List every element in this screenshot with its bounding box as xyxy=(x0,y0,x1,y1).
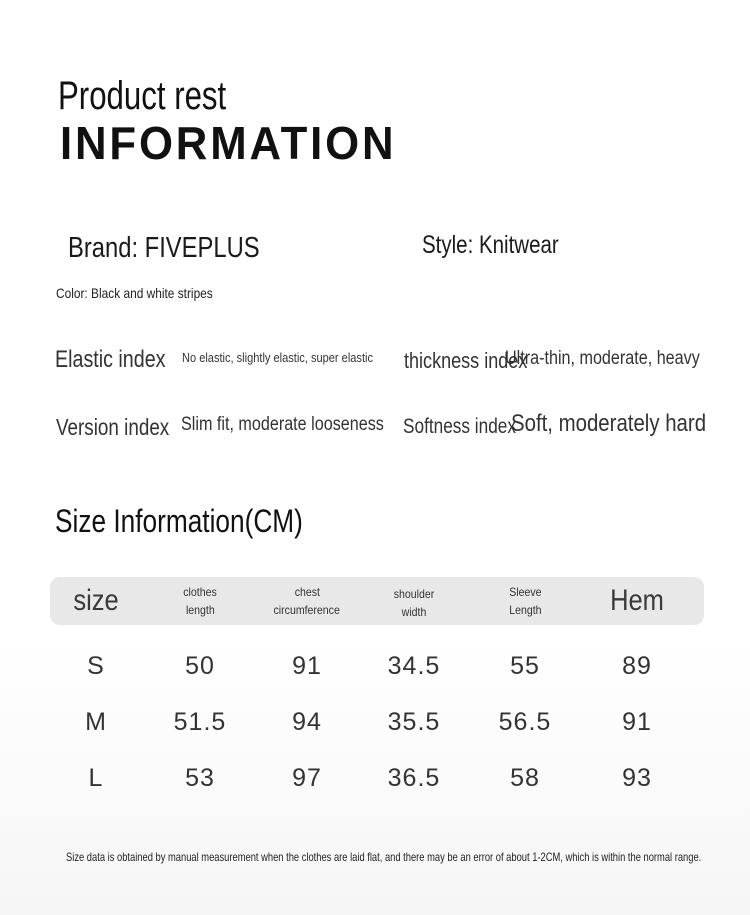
table-cell: S xyxy=(87,651,105,680)
title-line-1: Product rest xyxy=(58,74,227,118)
col-header-hem: Hem xyxy=(610,584,664,617)
col-header-chest-circumference xyxy=(255,577,359,625)
version-index-label: Version index xyxy=(56,414,170,440)
style-text: Style: Knitwear xyxy=(422,231,559,259)
col-header-line: Length xyxy=(508,603,542,617)
table-cell: 35.5 xyxy=(387,707,441,736)
color-text: Color: Black and white stripes xyxy=(56,285,213,301)
col-header-line: width xyxy=(401,605,427,619)
version-index-value: Slim fit, moderate looseness xyxy=(181,414,384,435)
table-cell: 91 xyxy=(292,651,322,680)
col-header-line: chest xyxy=(294,585,320,599)
thickness-index-label: thickness index xyxy=(404,348,528,373)
col-header-size: size xyxy=(73,584,119,617)
table-cell: 36.5 xyxy=(387,763,441,792)
table-cell: 91 xyxy=(622,707,652,736)
table-cell: 50 xyxy=(185,651,215,680)
title-line-2: INFORMATION xyxy=(60,117,397,169)
table-cell: L xyxy=(88,763,104,792)
table-cell: 53 xyxy=(185,763,215,792)
softness-index-value: Soft, moderately hard xyxy=(511,410,707,437)
col-header-line: shoulder xyxy=(393,587,435,601)
elastic-index-value: No elastic, slightly elastic, super elastic xyxy=(182,350,373,365)
col-header-line: length xyxy=(185,603,215,617)
thickness-index-value: Ultra-thin, moderate, heavy xyxy=(505,348,700,369)
brand-text: Brand: FIVEPLUS xyxy=(68,232,260,264)
col-header-line: clothes xyxy=(183,585,217,599)
size-section-title: Size Information(CM) xyxy=(55,503,303,539)
col-header-shoulder-width xyxy=(364,577,464,625)
col-header-sleeve-length xyxy=(475,577,575,625)
table-cell: 51.5 xyxy=(173,707,227,736)
col-header-line: Sleeve xyxy=(508,585,542,599)
size-table-header xyxy=(50,577,704,625)
table-row xyxy=(50,702,704,742)
col-header-clothes-length xyxy=(150,577,250,625)
table-cell: 94 xyxy=(292,707,322,736)
table-cell: 58 xyxy=(510,763,540,792)
table-cell: 89 xyxy=(622,651,652,680)
table-cell: 55 xyxy=(510,651,540,680)
table-cell: 56.5 xyxy=(498,707,552,736)
measurement-note: Size data is obtained by manual measurement when the clothes are laid flat, and there may be an error of about 1-2CM, which is within the normal range. xyxy=(66,850,702,864)
table-cell: 97 xyxy=(292,763,322,792)
softness-index-label: Softness index xyxy=(403,415,516,438)
table-row xyxy=(50,758,704,798)
table-cell: 34.5 xyxy=(387,651,441,680)
col-header-line: circumference xyxy=(273,603,341,617)
table-cell: M xyxy=(85,707,107,736)
table-row xyxy=(50,646,704,686)
elastic-index-label: Elastic index xyxy=(55,346,166,373)
table-cell: 93 xyxy=(622,763,652,792)
